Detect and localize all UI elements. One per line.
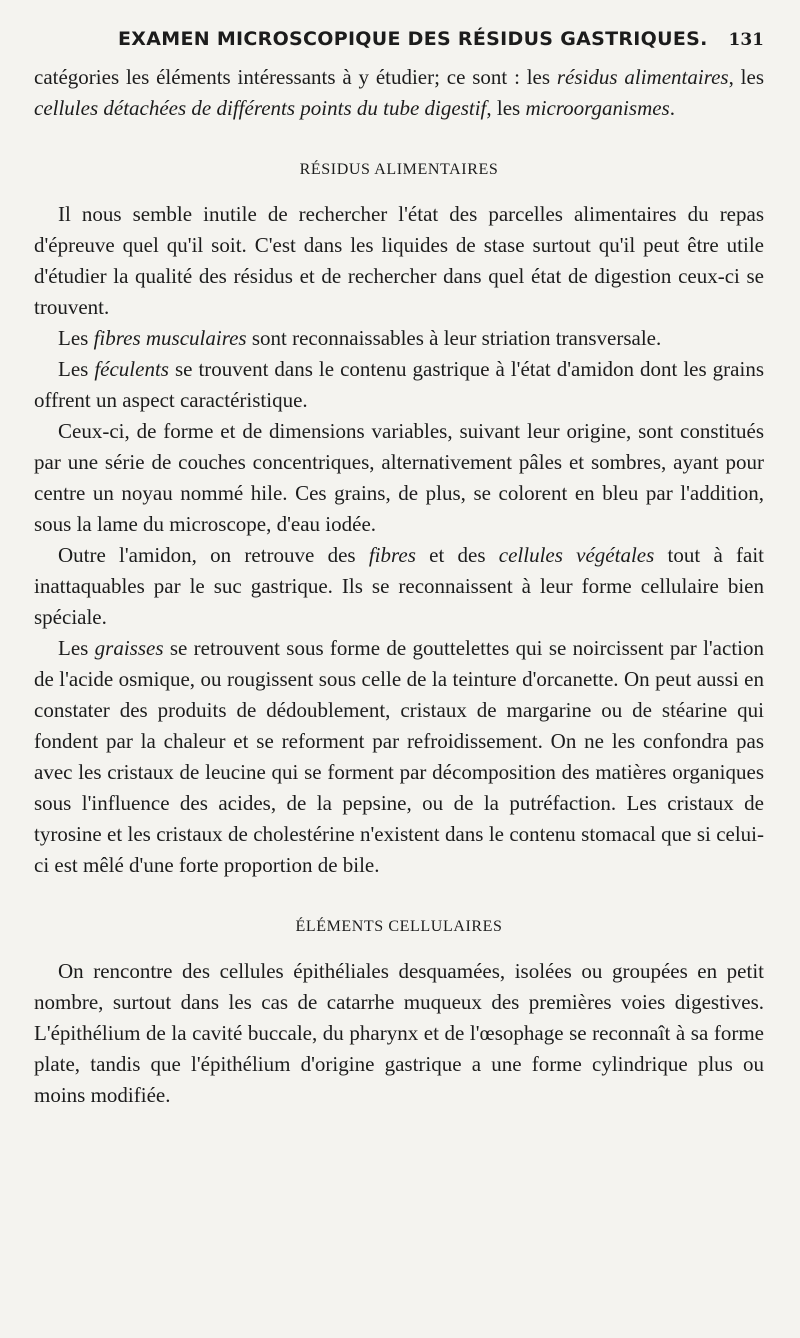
paragraph-cellules-epitheliales: On rencontre des cellules épithéliales desquamées, isolées ou groupées en petit nombre, surtout dans les cas de catarrhe muqueux des premières voies digestives. L'épithélium de la cavité buccale, du pharynx et de l'œsophage se reconnaît à sa forme plate, tandis que l'épithélium d'origine gastrique a une forme cylindrique plus ou moins modifiée. bbox=[34, 959, 764, 1107]
intro-paragraph bbox=[34, 62, 764, 124]
italic-term: fibres bbox=[368, 543, 416, 567]
text-run: tout à fait inattaquables par le suc gastrique. Ils se reconnaissent à leur forme cellulaire bien spéciale. bbox=[34, 543, 764, 629]
italic-term: fibres musculaires bbox=[93, 326, 247, 350]
italic-term: résidus alimentaires bbox=[556, 65, 729, 89]
text-run: sont reconnaissables à leur striation transversale. bbox=[246, 326, 662, 350]
running-head bbox=[34, 28, 764, 62]
italic-term: graisses bbox=[94, 636, 164, 660]
text-run: Les bbox=[58, 357, 95, 381]
paragraph-parcelles: Il nous semble inutile de rechercher l'état des parcelles alimentaires du repas d'épreuve quel qu'il soit. C'est dans les liquides de stase surtout qu'il peut être utile d'étudier la qualité des résidus et de rechercher dans quel état de digestion ceux-ci se trouvent. bbox=[34, 202, 764, 319]
paragraph-fibres-musculaires bbox=[34, 323, 764, 354]
section-heading-residus: RÉSIDUS ALIMENTAIRES bbox=[299, 161, 499, 178]
italic-term: cellules détachées de différents points du tube digestif bbox=[34, 96, 487, 120]
paragraph-grains-amidon: Ceux-ci, de forme et de dimensions variables, suivant leur origine, sont constitués par une série de couches concentriques, alternativement pâles et sombres, ayant pour centre un noyau nommé hile. Ces grains, de plus, se colorent en bleu par l'addition, sous la lame du microscope, d'eau iodée. bbox=[34, 419, 764, 536]
paragraph-fibres-vegetales bbox=[34, 540, 764, 633]
text-run: Les bbox=[58, 326, 94, 350]
body-text bbox=[34, 62, 764, 1111]
italic-term: microorganismes bbox=[525, 96, 670, 120]
text-run: . bbox=[669, 96, 675, 120]
paragraph-graisses bbox=[34, 633, 764, 881]
paragraph-feculents bbox=[34, 354, 764, 416]
text-run: se retrouvent sous forme de gouttelettes qui se noircissent par l'action de l'acide osmique, ou rougissent sous celle de la teinture d'orcanette. On peut aussi en constater des produits de dédoublement, cristaux de margarine ou de stéarine qui fondent par la chaleur et se reforment par refroidissement. On ne les confondra pas avec les cristaux de leucine qui se forment par décomposition des matières organiques sous l'influence des acides, de la pepsine, ou de la putréfaction. Les cristaux de tyrosine et les cristaux de cholestérine n'existent dans le contenu stomacal que si celui-ci est mêlé d'une forte proportion de bile. bbox=[34, 636, 764, 877]
text-run: catégories les éléments intéressants à y étudier; ce sont : les bbox=[34, 65, 557, 89]
text-run: se trouvent dans le contenu gastrique à l'état d'amidon dont les grains offrent un aspect caractéristique. bbox=[34, 357, 764, 412]
text-run: , les bbox=[486, 96, 526, 120]
italic-term: féculents bbox=[94, 357, 169, 381]
page-number: 131 bbox=[728, 30, 764, 50]
running-title: EXAMEN MICROSCOPIQUE DES RÉSIDUS GASTRIQUES. bbox=[118, 28, 708, 50]
section-heading-elements-cellulaires: ÉLÉMENTS CELLULAIRES bbox=[295, 918, 503, 935]
text-run: Outre l'amidon, on retrouve des bbox=[58, 543, 369, 567]
italic-term: cellules végétales bbox=[498, 543, 655, 567]
text-run: Les bbox=[58, 636, 95, 660]
text-run: , les bbox=[728, 65, 764, 89]
text-run: et des bbox=[415, 543, 499, 567]
